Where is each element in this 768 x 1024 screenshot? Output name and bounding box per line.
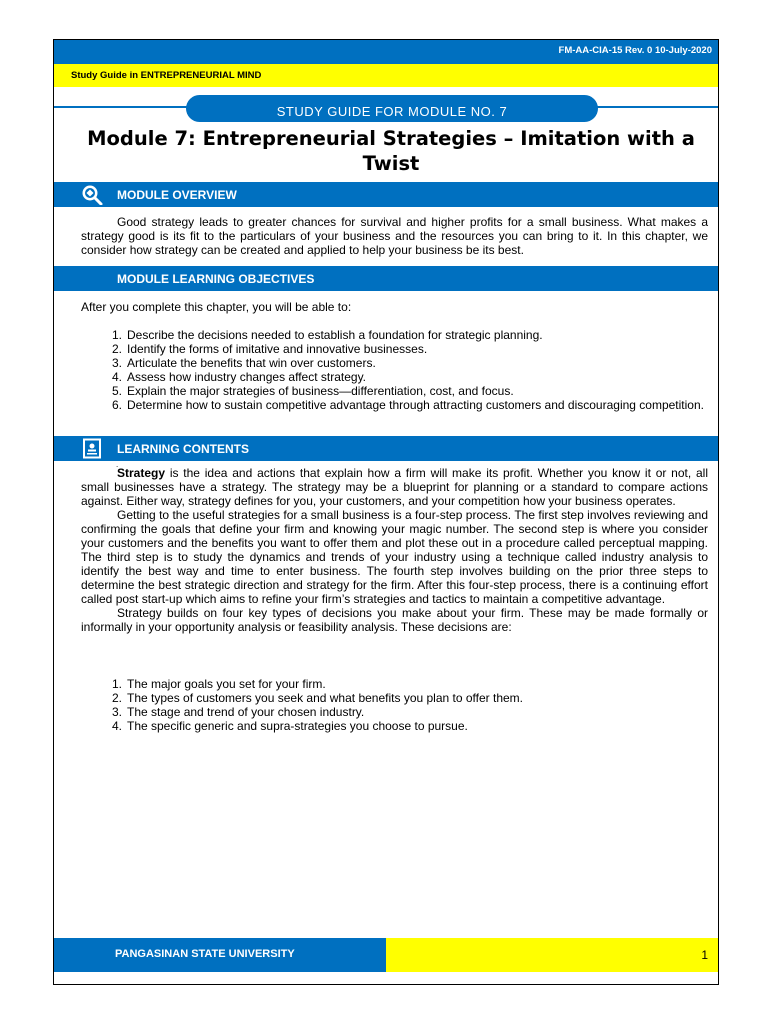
list-item xyxy=(81,719,708,733)
section-header-overview xyxy=(54,182,718,207)
strategy-term: Strategy xyxy=(117,466,166,480)
document-person-icon xyxy=(81,438,103,459)
section-header-contents xyxy=(54,436,718,461)
list-item-text: The stage and trend of your chosen industry. xyxy=(127,705,365,719)
guide-module-banner xyxy=(186,95,598,122)
list-item-text: The major goals you set for your firm. xyxy=(127,677,326,691)
list-item xyxy=(81,677,708,691)
list-item-number: 3. xyxy=(111,705,122,719)
list-item-number: 1. xyxy=(111,677,122,691)
list-item-number: 4. xyxy=(111,370,122,384)
decisions-paragraph: Strategy builds on four key types of decisions you make about your firm. These may be made formally or informally in your opportunity analysis or feasibility analysis. These decisions are: xyxy=(81,606,708,634)
list-item-number: 6. xyxy=(111,398,122,412)
overview-paragraph: Good strategy leads to greater chances for survival and higher profits for a small business. What makes a strategy good is its fit to the particulars of your business and the resources you can bring to it. In this chapter, we consider how strategy can be created and applied to help your business be its best. xyxy=(81,215,708,257)
four-step-paragraph: Getting to the useful strategies for a small business is a four-step process. The first step involves reviewing and confirming the goals that define your firm and knowing your magic number. The second step is where you consider your customers and the benefits you want to offer them and plot these out in a procedure called perceptual mapping. The third step is to study the dynamics and trends of your industry using a technique called industry analysis to identify the best way and time to enter business. The fourth step involves building on the prior three steps to determine the best strategic direction and strategy for the firm. After this four-step process, there is a continuing effort called post start-up which aims to refine your firm’s strategies and tactics to maintain a competitive advantage. xyxy=(81,508,708,606)
decisions-list xyxy=(81,677,708,733)
study-guide-name: Study Guide in ENTREPRENEURIAL MIND xyxy=(71,70,262,81)
footer-yellow-bar xyxy=(386,938,718,972)
header-top-bar xyxy=(54,40,718,64)
list-item-text: Assess how industry changes affect strategy. xyxy=(127,370,367,384)
list-item-number: 4. xyxy=(111,719,122,733)
list-item-number: 5. xyxy=(111,384,122,398)
list-item xyxy=(81,370,708,384)
section-title: MODULE OVERVIEW xyxy=(117,188,237,202)
strategy-definition: is the idea and actions that explain how a firm will make its profit. Whether you know it or not, all small businesses have a strategy. The strategy may be a blueprint for planning or a standard to compare actions against. Either way, strategy defines for you, your customers, and your competition how your business operates. xyxy=(81,466,708,508)
guide-module-label: STUDY GUIDE FOR MODULE NO. 7 xyxy=(276,104,508,119)
list-item-number: 2. xyxy=(111,691,122,705)
section-title: LEARNING CONTENTS xyxy=(117,442,249,456)
list-item xyxy=(81,398,708,412)
list-item-text: Explain the major strategies of business—differentiation, cost, and focus. xyxy=(127,384,514,398)
list-item-text: The types of customers you seek and what benefits you plan to offer them. xyxy=(127,691,523,705)
learning-contents-text xyxy=(81,466,708,634)
objectives-list xyxy=(81,328,708,412)
stray-mark: . xyxy=(116,460,119,469)
list-item-text: Articulate the benefits that win over customers. xyxy=(127,356,376,370)
list-item-number: 3. xyxy=(111,356,122,370)
section-title: MODULE LEARNING OBJECTIVES xyxy=(117,272,315,286)
list-item xyxy=(81,328,708,342)
strategy-paragraph xyxy=(81,466,708,508)
document-page xyxy=(53,39,719,985)
list-item xyxy=(81,342,708,356)
list-item-text: Determine how to sustain competitive advantage through attracting customers and discouraging competition. xyxy=(127,398,704,412)
list-item-text: The specific generic and supra-strategies you choose to pursue. xyxy=(127,719,468,733)
header-yellow-bar xyxy=(54,64,718,87)
list-item-text: Identify the forms of imitative and innovative businesses. xyxy=(127,342,428,356)
list-item xyxy=(81,705,708,719)
list-item xyxy=(81,691,708,705)
document-code: FM-AA-CIA-15 Rev. 0 10-July-2020 xyxy=(558,45,712,56)
objectives-intro: After you complete this chapter, you will be able to: xyxy=(81,300,352,314)
list-item-text: Describe the decisions needed to establish a foundation for strategic planning. xyxy=(127,328,543,342)
list-item xyxy=(81,384,708,398)
university-name: PANGASINAN STATE UNIVERSITY xyxy=(115,948,295,960)
section-header-objectives xyxy=(54,266,718,291)
list-item-number: 2. xyxy=(111,342,122,356)
list-item xyxy=(81,356,708,370)
footer-blue-bar xyxy=(54,938,386,972)
page-title: Module 7: Entrepreneurial Strategies – Imitation with a Twist xyxy=(87,127,695,175)
overview-text xyxy=(81,215,708,257)
page-number: 1 xyxy=(701,948,708,962)
list-item-number: 1. xyxy=(111,328,122,342)
search-icon xyxy=(81,184,103,205)
